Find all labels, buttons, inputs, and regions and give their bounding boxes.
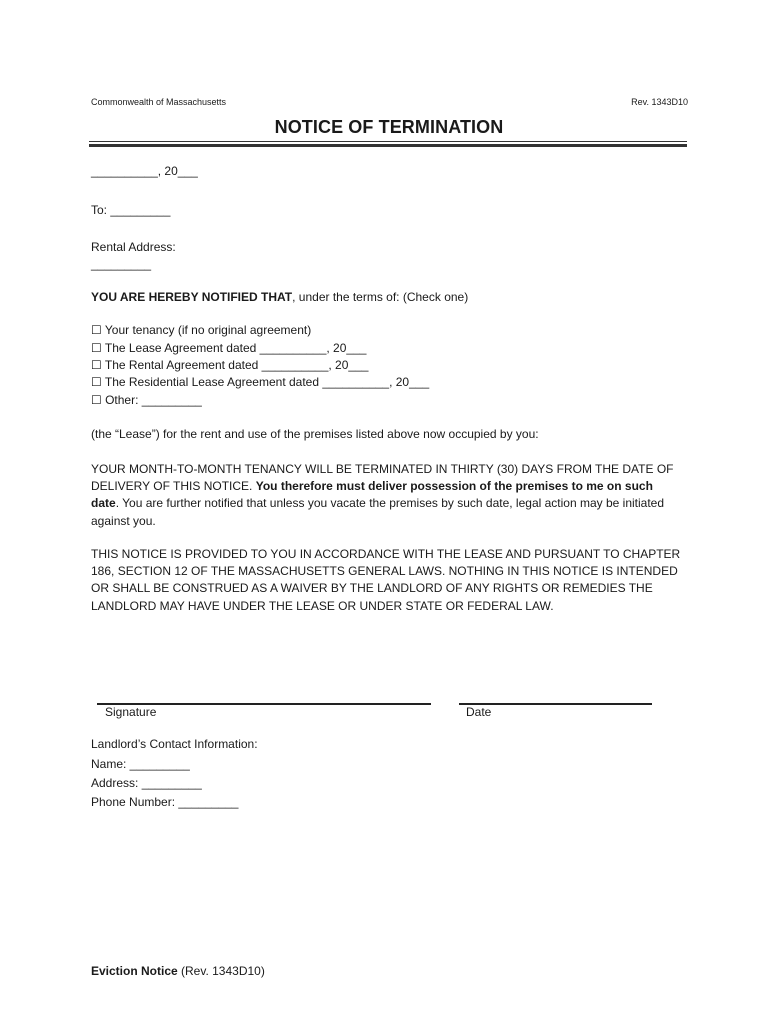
contact-name: Name: _________ (91, 757, 190, 771)
contact-address: Address: _________ (91, 776, 202, 790)
termination-text-2: . You are further notified that unless you vacate the premises by such date, legal action may be initiated against you. (91, 496, 665, 528)
option-tenancy[interactable]: ☐ Your tenancy (if no original agreement) (91, 323, 312, 337)
footer-bold: Eviction Notice (91, 964, 178, 978)
notified-line (91, 290, 468, 304)
title-rule-thick (89, 144, 687, 147)
notified-bold: YOU ARE HEREBY NOTIFIED THAT (91, 290, 293, 304)
notified-rest: , under the terms of: (Check one) (292, 290, 469, 304)
title-rule-thin (89, 141, 687, 142)
footer-rest: (Rev. 1343D10) (177, 964, 265, 978)
contact-heading: Landlord’s Contact Information: (91, 737, 258, 751)
page-title: NOTICE OF TERMINATION (274, 117, 504, 137)
option-rental-agreement[interactable]: ☐ The Rental Agreement dated __________, 20___ (91, 358, 369, 372)
footer (91, 964, 265, 978)
termination-paragraph (91, 461, 681, 530)
contact-phone: Phone Number: _________ (91, 795, 239, 809)
rental-address-value: _________ (91, 257, 152, 271)
signature-label: Signature (105, 705, 157, 719)
option-residential-lease[interactable]: ☐ The Residential Lease Agreement dated __________, 20___ (91, 375, 430, 389)
rental-address-label: Rental Address: (91, 240, 176, 254)
revision-header: Rev. 1343D10 (631, 97, 688, 107)
date-line: __________, 20___ (91, 164, 198, 178)
legal-notice-paragraph: THIS NOTICE IS PROVIDED TO YOU IN ACCORDANCE WITH THE LEASE AND PURSUANT TO CHAPTER 186, SECTION 12 OF THE MASSACHUSETTS GENERAL LAWS. NOTHING IN THIS NOTICE IS INTENDED OR SHALL BE CONSTRUED AS A WAIVER BY THE LANDLORD OF ANY RIGHTS OR REMEDIES THE LANDLORD MAY HAVE UNDER THE LEASE OR UNDER STATE OR FEDERAL LAW. (91, 547, 681, 613)
date-label: Date (466, 705, 492, 719)
termination-text-1: YOUR MONTH-TO-MONTH TENANCY WILL BE TERMINATED IN THIRTY (30) DAYS FROM THE DATE OF DELIVERY OF THIS NOTICE. (91, 462, 674, 494)
lease-line: (the “Lease”) for the rent and use of the premises listed above now occupied by you: (91, 427, 539, 441)
option-lease-agreement[interactable]: ☐ The Lease Agreement dated __________, 20___ (91, 341, 367, 355)
termination-bold: You therefore must deliver possession of the premises to me on such date (91, 479, 653, 511)
to-line: To: _________ (91, 203, 171, 217)
option-other[interactable]: ☐ Other: _________ (91, 393, 202, 407)
jurisdiction-header: Commonwealth of Massachusetts (91, 97, 227, 107)
